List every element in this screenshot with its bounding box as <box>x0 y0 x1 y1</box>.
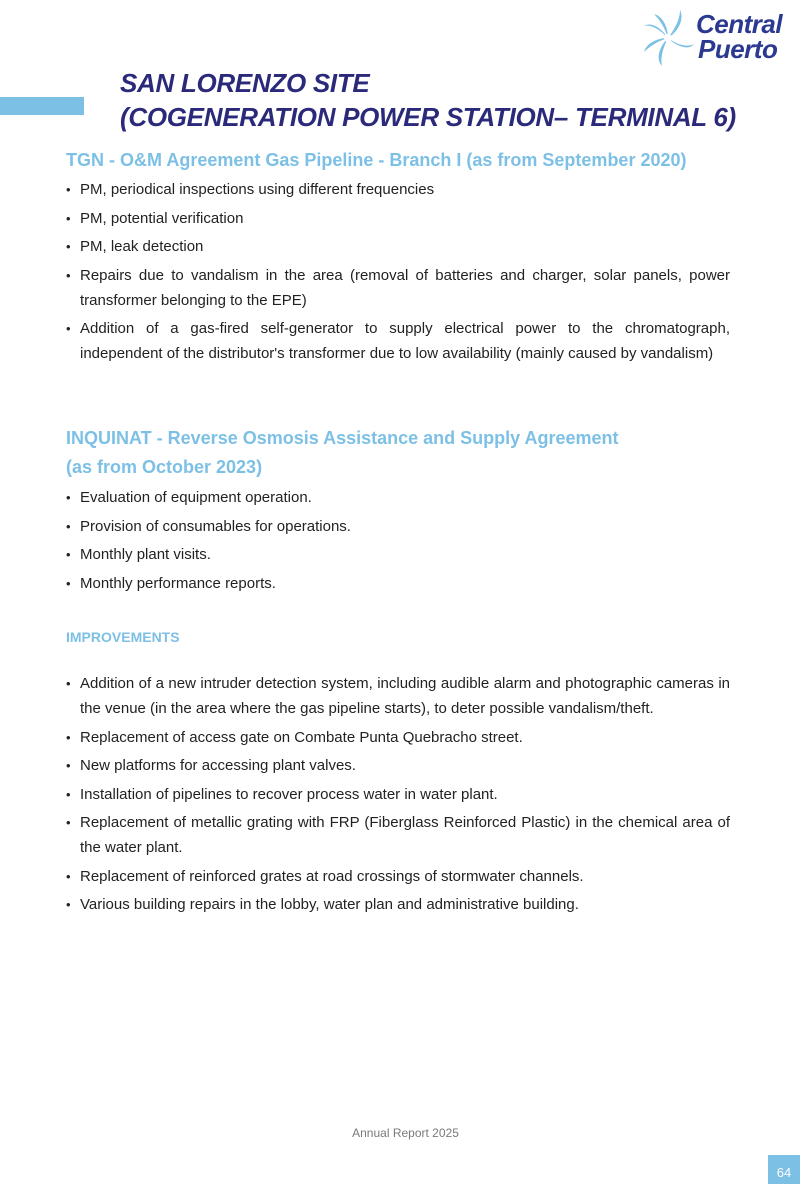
list-item: • PM, potential verification <box>66 206 730 231</box>
brand-line-2: Puerto <box>698 34 778 64</box>
list-item: • Replacement of access gate on Combate Punta Quebracho street. <box>66 725 730 750</box>
pinwheel-logo-icon <box>640 8 696 68</box>
brand-wordmark <box>696 9 783 64</box>
list-item: • Provision of consumables for operations. <box>66 514 730 539</box>
list-item: • Monthly performance reports. <box>66 571 730 596</box>
tgn-list <box>66 177 730 370</box>
list-item: • Various building repairs in the lobby, water plan and administrative building. <box>66 892 730 917</box>
inquinat-list <box>66 485 730 599</box>
page-title <box>120 66 736 134</box>
accent-bar <box>0 97 84 115</box>
brand-logo <box>640 8 805 70</box>
inquinat-heading-line-2: (as from October 2023) <box>66 457 263 477</box>
improvements-heading: IMPROVEMENTS <box>66 629 180 645</box>
improvements-list <box>66 671 730 921</box>
list-item: • Replacement of metallic grating with FRP (Fiberglass Reinforced Plastic) in the chemical area of the water plant. <box>66 810 730 860</box>
list-item: • Addition of a gas-fired self-generator to supply electrical power to the chromatograph, independent of the distributor's transformer due to low availability (mainly caused by vandalism) <box>66 316 730 366</box>
list-item: • Monthly plant visits. <box>66 542 730 567</box>
page-number: 64 <box>768 1155 800 1184</box>
list-item: • PM, periodical inspections using different frequencies <box>66 177 730 202</box>
list-item: • Evaluation of equipment operation. <box>66 485 730 510</box>
list-item: • Replacement of reinforced grates at road crossings of stormwater channels. <box>66 864 730 889</box>
tgn-heading: TGN - O&M Agreement Gas Pipeline - Branch I (as from September 2020) <box>66 150 687 170</box>
inquinat-heading-line-1: INQUINAT - Reverse Osmosis Assistance and Supply Agreement <box>66 428 619 448</box>
page-title-line-1: SAN LORENZO SITE <box>120 68 370 98</box>
list-item: • New platforms for accessing plant valves. <box>66 753 730 778</box>
list-item: • PM, leak detection <box>66 234 730 259</box>
list-item: • Installation of pipelines to recover process water in water plant. <box>66 782 730 807</box>
page-title-line-2: (COGENERATION POWER STATION– TERMINAL 6) <box>120 102 736 132</box>
list-item: • Addition of a new intruder detection system, including audible alarm and photographic cameras in the venue (in the area where the gas pipeline starts), to deter possible vandalism/theft. <box>66 671 730 721</box>
list-item: • Repairs due to vandalism in the area (removal of batteries and charger, solar panels, power transformer belonging to the EPE) <box>66 263 730 313</box>
footer-text: Annual Report 2025 <box>352 1126 459 1140</box>
inquinat-heading <box>66 424 619 482</box>
brand-line-1: Central <box>696 9 783 39</box>
